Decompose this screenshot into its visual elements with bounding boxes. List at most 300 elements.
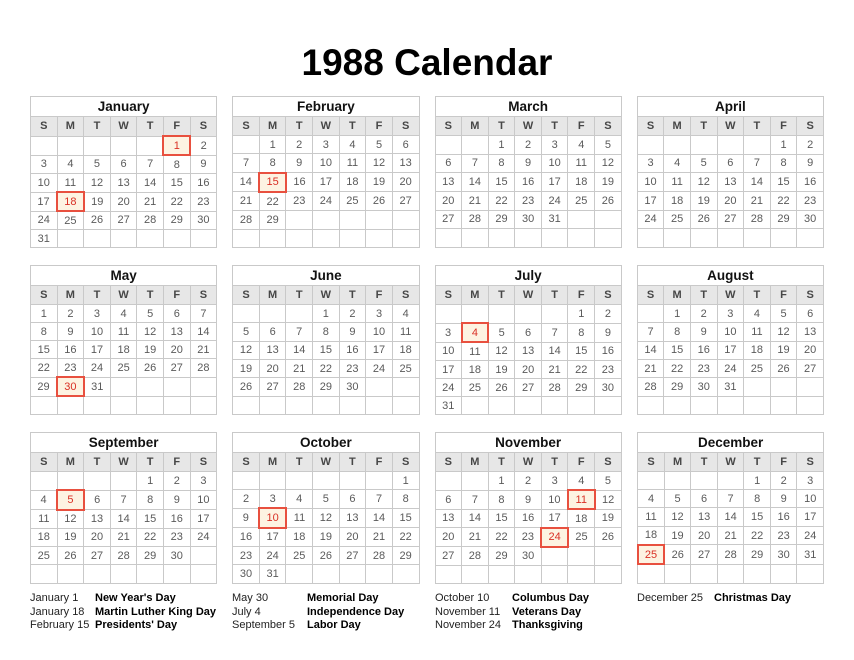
dow-header: S	[797, 453, 824, 472]
empty-day-cell	[392, 378, 419, 396]
empty-day-cell	[541, 305, 568, 324]
week-row	[435, 210, 621, 229]
legend-entry	[435, 606, 589, 620]
empty-day-cell	[541, 397, 568, 415]
day-cell: 14	[366, 508, 393, 527]
day-cell: 23	[797, 191, 824, 210]
month-june	[232, 265, 419, 415]
day-cell: 15	[392, 508, 419, 527]
day-cell: 3	[84, 305, 111, 323]
empty-day-cell	[744, 136, 771, 155]
day-cell: 22	[488, 528, 515, 547]
day-cell: 26	[313, 546, 340, 564]
holiday-legend	[30, 592, 824, 637]
month-title: September	[31, 433, 217, 453]
day-cell: 16	[233, 528, 260, 547]
day-cell: 23	[690, 359, 717, 377]
legend-column	[435, 592, 589, 633]
day-cell: 18	[664, 191, 691, 210]
week-row	[435, 472, 621, 491]
day-cell: 19	[366, 173, 393, 192]
day-cell: 27	[392, 192, 419, 211]
day-cell: 12	[366, 154, 393, 173]
empty-day-cell	[664, 564, 691, 583]
day-cell: 24	[190, 528, 217, 546]
empty-day-cell	[84, 565, 111, 583]
month-title: July	[435, 266, 621, 286]
month-april	[637, 96, 824, 248]
day-cell: 17	[190, 510, 217, 529]
day-cell: 31	[541, 210, 568, 229]
empty-day-cell	[84, 230, 111, 248]
day-cell: 20	[110, 192, 137, 211]
dow-header: T	[488, 117, 515, 136]
empty-day-cell	[84, 136, 111, 155]
day-cell: 24	[259, 546, 286, 564]
day-cell: 9	[770, 490, 797, 508]
month-title: March	[435, 97, 621, 117]
week-row	[637, 136, 823, 155]
day-cell: 25	[57, 211, 84, 230]
day-cell: 23	[286, 192, 313, 211]
legend-holiday-name: Veterans Day	[512, 605, 582, 618]
dow-header: S	[190, 117, 217, 137]
day-cell: 30	[190, 211, 217, 230]
day-cell: 15	[313, 341, 340, 359]
day-cell: 14	[717, 508, 744, 526]
dow-header: F	[568, 453, 595, 472]
empty-day-cell	[392, 396, 419, 414]
empty-day-cell	[31, 136, 58, 155]
empty-day-cell	[57, 396, 84, 415]
day-cell: 10	[717, 323, 744, 341]
week-row	[233, 508, 419, 527]
day-cell: 9	[286, 154, 313, 173]
day-cell: 16	[515, 509, 542, 528]
empty-day-cell	[313, 472, 340, 490]
dow-header: T	[84, 453, 111, 472]
dow-header: F	[568, 117, 595, 136]
day-cell: 3	[717, 305, 744, 323]
day-cell: 10	[366, 323, 393, 341]
day-cell: 31	[797, 545, 824, 564]
empty-day-cell	[435, 565, 462, 583]
legend-date: January 18	[30, 605, 85, 618]
empty-day-cell	[366, 472, 393, 490]
day-cell: 15	[163, 174, 190, 193]
week-row	[637, 359, 823, 377]
week-row	[31, 155, 217, 174]
dow-header: M	[57, 453, 84, 472]
day-cell: 26	[664, 545, 691, 564]
day-cell: 26	[233, 378, 260, 396]
day-cell: 1	[488, 136, 515, 155]
day-cell: 15	[568, 342, 595, 361]
day-cell: 12	[233, 341, 260, 359]
dow-header: T	[690, 286, 717, 305]
day-cell: 21	[137, 192, 164, 211]
day-cell: 19	[84, 192, 111, 211]
day-cell: 25	[744, 359, 771, 377]
empty-day-cell	[313, 565, 340, 583]
day-cell: 3	[435, 323, 462, 342]
day-cell: 4	[568, 472, 595, 491]
day-cell: 29	[770, 210, 797, 229]
empty-day-cell	[541, 565, 568, 583]
day-cell: 22	[259, 192, 286, 211]
day-cell: 23	[770, 526, 797, 545]
legend-entry	[435, 592, 589, 606]
day-cell: 22	[137, 528, 164, 546]
empty-day-cell	[84, 472, 111, 491]
empty-day-cell	[435, 305, 462, 324]
empty-day-cell	[637, 229, 664, 248]
empty-day-cell	[664, 136, 691, 155]
dow-header: S	[435, 117, 462, 136]
empty-day-cell	[462, 229, 489, 248]
day-cell: 8	[488, 490, 515, 509]
week-row	[637, 229, 823, 248]
day-cell: 19	[313, 528, 340, 547]
day-cell: 10	[541, 490, 568, 509]
day-cell: 8	[259, 154, 286, 173]
month-july	[435, 265, 622, 415]
holiday-day-cell: 30	[57, 377, 84, 396]
empty-day-cell	[339, 472, 366, 490]
week-row	[638, 490, 824, 508]
dow-header: S	[595, 117, 622, 136]
day-cell: 26	[366, 192, 393, 211]
empty-day-cell	[770, 564, 797, 583]
day-cell: 11	[568, 154, 595, 173]
day-cell: 9	[233, 508, 260, 527]
day-cell: 7	[366, 490, 393, 509]
day-cell: 10	[31, 174, 58, 193]
day-cell: 9	[515, 490, 542, 509]
day-cell: 19	[137, 341, 164, 359]
empty-day-cell	[163, 230, 190, 248]
day-cell: 29	[313, 378, 340, 396]
empty-day-cell	[488, 229, 515, 248]
day-cell: 27	[515, 379, 542, 397]
day-cell: 24	[717, 359, 744, 377]
day-cell: 24	[637, 210, 664, 229]
empty-day-cell	[515, 565, 542, 583]
dow-header: F	[163, 286, 190, 305]
dow-header: S	[31, 117, 58, 137]
day-cell: 9	[339, 323, 366, 341]
holiday-day-cell: 10	[259, 508, 286, 527]
day-cell: 2	[690, 305, 717, 323]
dow-header: F	[366, 286, 393, 305]
week-row	[435, 136, 621, 155]
day-cell: 15	[488, 173, 515, 192]
day-cell: 20	[797, 341, 824, 359]
week-row	[435, 154, 621, 173]
dow-header: S	[190, 453, 217, 472]
day-cell: 16	[690, 341, 717, 359]
empty-day-cell	[313, 211, 340, 229]
dow-header: F	[770, 117, 797, 136]
day-cell: 13	[392, 154, 419, 173]
empty-day-cell	[691, 472, 718, 490]
day-cell: 7	[462, 490, 489, 509]
empty-day-cell	[190, 396, 217, 415]
day-cell: 10	[435, 342, 462, 361]
day-cell: 5	[690, 154, 717, 173]
dow-header: W	[717, 286, 744, 305]
dow-header: S	[637, 286, 664, 305]
dow-header: S	[233, 286, 260, 305]
day-cell: 23	[233, 546, 260, 564]
day-cell: 18	[392, 341, 419, 359]
dow-header: S	[233, 453, 260, 472]
day-cell: 19	[233, 359, 260, 377]
day-cell: 18	[31, 528, 58, 546]
day-cell: 8	[392, 490, 419, 509]
week-row	[233, 173, 419, 192]
day-cell: 26	[57, 546, 84, 564]
day-cell: 17	[797, 508, 824, 526]
holiday-day-cell: 24	[541, 528, 568, 547]
empty-day-cell	[366, 211, 393, 229]
empty-day-cell	[313, 396, 340, 414]
dow-header: T	[339, 286, 366, 305]
week-row	[233, 378, 419, 396]
day-cell: 29	[392, 546, 419, 564]
day-cell: 14	[233, 173, 260, 192]
day-cell: 16	[797, 173, 824, 192]
dow-header: T	[286, 286, 313, 305]
day-cell: 26	[595, 191, 622, 210]
week-row	[233, 154, 419, 173]
month-january	[30, 96, 217, 248]
day-cell: 6	[110, 155, 137, 174]
day-cell: 28	[462, 547, 489, 566]
day-cell: 26	[770, 359, 797, 377]
day-cell: 21	[233, 192, 260, 211]
dow-header: M	[664, 286, 691, 305]
empty-day-cell	[233, 396, 260, 414]
day-cell: 27	[84, 546, 111, 564]
empty-day-cell	[717, 229, 744, 248]
empty-day-cell	[595, 210, 622, 229]
week-row	[637, 323, 823, 341]
day-cell: 21	[190, 341, 217, 359]
dow-header: M	[259, 286, 286, 305]
day-cell: 29	[488, 547, 515, 566]
day-cell: 29	[568, 379, 595, 397]
week-row	[435, 305, 621, 324]
day-cell: 19	[595, 173, 622, 192]
month-title: November	[435, 433, 621, 453]
month-december	[637, 432, 824, 584]
day-cell: 1	[31, 305, 58, 323]
empty-day-cell	[339, 565, 366, 583]
day-cell: 6	[515, 323, 542, 342]
day-cell: 18	[744, 341, 771, 359]
dow-header: M	[259, 117, 286, 136]
day-cell: 13	[339, 508, 366, 527]
empty-day-cell	[664, 229, 691, 248]
dow-header: S	[392, 453, 419, 472]
day-cell: 17	[541, 173, 568, 192]
legend-column	[232, 592, 404, 633]
legend-entry	[30, 619, 216, 633]
day-cell: 25	[286, 546, 313, 564]
empty-day-cell	[515, 397, 542, 415]
dow-header: T	[286, 117, 313, 136]
legend-holiday-name: Labor Day	[307, 619, 361, 631]
day-cell: 3	[190, 472, 217, 491]
empty-day-cell	[110, 472, 137, 491]
day-cell: 17	[31, 192, 58, 211]
day-cell: 17	[259, 528, 286, 547]
day-cell: 17	[313, 173, 340, 192]
day-cell: 17	[637, 191, 664, 210]
empty-day-cell	[541, 547, 568, 566]
day-cell: 5	[664, 490, 691, 508]
dow-header: W	[717, 453, 744, 472]
day-cell: 2	[190, 136, 217, 155]
day-cell: 4	[744, 305, 771, 323]
empty-day-cell	[163, 565, 190, 583]
day-cell: 9	[690, 323, 717, 341]
dow-header: S	[190, 286, 217, 305]
day-cell: 9	[797, 154, 824, 173]
day-cell: 26	[488, 379, 515, 397]
day-cell: 16	[770, 508, 797, 526]
week-row	[435, 397, 621, 415]
dow-header: F	[366, 117, 393, 136]
dow-header: W	[110, 286, 137, 305]
empty-day-cell	[691, 564, 718, 583]
week-row	[31, 528, 217, 546]
dow-header: S	[31, 453, 58, 472]
day-cell: 8	[137, 490, 164, 509]
day-cell: 12	[84, 174, 111, 193]
day-cell: 7	[137, 155, 164, 174]
empty-day-cell	[137, 136, 164, 155]
empty-day-cell	[190, 565, 217, 583]
day-cell: 8	[744, 490, 771, 508]
day-cell: 25	[568, 528, 595, 547]
day-cell: 13	[259, 341, 286, 359]
day-cell: 11	[286, 508, 313, 527]
legend-entry	[232, 606, 404, 620]
empty-day-cell	[462, 136, 489, 155]
dow-header: F	[366, 453, 393, 472]
day-cell: 28	[110, 546, 137, 564]
day-cell: 4	[664, 154, 691, 173]
day-cell: 25	[664, 210, 691, 229]
day-cell: 19	[690, 191, 717, 210]
dow-header: M	[462, 117, 489, 136]
legend-holiday-name: Martin Luther King Day	[95, 605, 217, 618]
dow-header: W	[110, 117, 137, 137]
holiday-day-cell: 25	[638, 545, 665, 564]
dow-header: T	[691, 453, 718, 472]
week-row	[435, 323, 621, 342]
empty-day-cell	[435, 136, 462, 155]
month-september	[30, 432, 217, 584]
empty-day-cell	[797, 229, 824, 248]
holiday-day-cell: 11	[568, 490, 595, 509]
dow-header: W	[717, 117, 744, 136]
legend-entry	[637, 592, 791, 606]
day-cell: 2	[515, 136, 542, 155]
dow-header: T	[541, 453, 568, 472]
day-cell: 27	[691, 545, 718, 564]
legend-holiday-name: Thanksgiving	[512, 619, 583, 631]
day-cell: 17	[366, 341, 393, 359]
empty-day-cell	[637, 136, 664, 155]
day-cell: 16	[595, 342, 622, 361]
day-cell: 3	[313, 136, 340, 154]
empty-day-cell	[57, 565, 84, 583]
day-cell: 3	[541, 136, 568, 155]
day-cell: 7	[541, 323, 568, 342]
empty-day-cell	[31, 472, 58, 491]
day-cell: 28	[190, 359, 217, 378]
day-cell: 20	[392, 173, 419, 192]
day-cell: 27	[717, 210, 744, 229]
empty-day-cell	[664, 472, 691, 490]
day-cell: 8	[488, 154, 515, 173]
empty-day-cell	[392, 229, 419, 247]
day-cell: 9	[595, 323, 622, 342]
day-cell: 18	[568, 509, 595, 528]
day-cell: 9	[57, 323, 84, 341]
month-august	[637, 265, 824, 415]
dow-header: M	[259, 453, 286, 472]
legend-date: November 11	[435, 605, 501, 618]
day-cell: 18	[568, 173, 595, 192]
week-row	[435, 191, 621, 210]
day-cell: 20	[259, 359, 286, 377]
week-row	[233, 192, 419, 211]
month-title: January	[31, 97, 217, 117]
day-cell: 28	[233, 211, 260, 229]
day-cell: 13	[110, 174, 137, 193]
week-row	[31, 323, 217, 341]
empty-day-cell	[462, 565, 489, 583]
legend-holiday-name: Columbus Day	[512, 592, 590, 604]
dow-header: W	[110, 453, 137, 472]
day-cell: 23	[163, 528, 190, 546]
week-row	[638, 508, 824, 526]
month-title: December	[638, 433, 824, 453]
dow-header: M	[664, 453, 691, 472]
empty-day-cell	[137, 565, 164, 583]
empty-day-cell	[110, 396, 137, 415]
empty-day-cell	[31, 565, 58, 583]
day-cell: 24	[366, 359, 393, 377]
day-cell: 14	[137, 174, 164, 193]
week-row	[637, 341, 823, 359]
week-row	[638, 526, 824, 545]
day-cell: 21	[541, 361, 568, 379]
legend-date: July 4	[232, 605, 261, 618]
legend-column	[637, 592, 791, 606]
week-row	[31, 211, 217, 230]
day-cell: 30	[515, 547, 542, 566]
day-cell: 25	[392, 359, 419, 377]
day-cell: 22	[664, 359, 691, 377]
day-cell: 10	[797, 490, 824, 508]
empty-day-cell	[259, 305, 286, 323]
empty-day-cell	[595, 565, 622, 583]
